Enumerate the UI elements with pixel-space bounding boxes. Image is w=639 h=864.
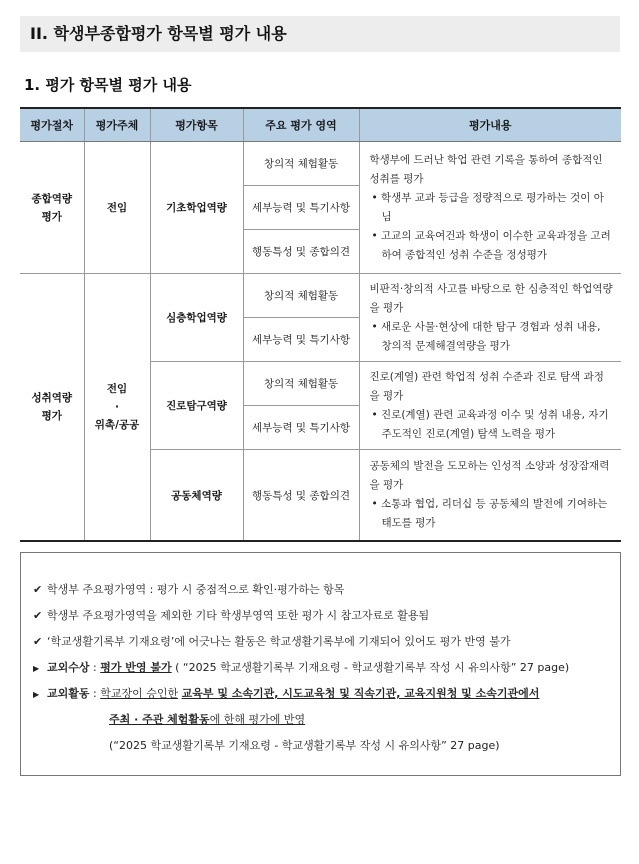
activity-note-cont [109,711,305,727]
header-content: 평가내용 [359,108,621,142]
step-text: 평가 [41,210,62,223]
note-text: 학생부 주요평가영역 : 평가 시 중점적으로 확인·평가하는 항목 [47,583,345,596]
step-text: 종합역량 [31,192,73,205]
award-label: 교외수상 [47,661,90,674]
content-text: 학생부에 드러난 학업 관련 기록을 통하여 종합적인 성취를 평가 [369,153,603,185]
bullet-item: • 새로운 사물·현상에 대한 탐구 경험과 성취 내용, 창의적 문제해결역량을 평가 [371,320,601,352]
step-text: 성취역량 [31,392,73,404]
step-cell [20,142,84,274]
triangle-bullet-icon: ▶ [33,664,40,673]
header-subject: 평가주체 [84,108,150,142]
content-text: 진로(계열) 관련 학업적 성취 수준과 진로 탐색 과정을 평가 [369,370,604,402]
subject-text: 위촉/공공 [94,419,140,431]
area-cell: 창의적 체험활동 [243,142,359,186]
notes-box [20,552,621,776]
note-item [33,581,344,597]
header-item: 평가항목 [150,108,243,142]
activity-text: 에 한해 평가에 반영 [209,713,306,726]
item-cell: 기초학업역량 [150,142,243,274]
activity-text: 학교장이 승인한 [100,687,179,700]
checkmark-icon: ✔ [33,635,43,648]
section-title: II. 학생부종합평가 항목별 평가 내용 [20,16,620,52]
area-cell: 행동특성 및 종합의견 [243,230,359,274]
content-cell [359,274,621,362]
header-area: 주요 평가 영역 [243,108,359,142]
content-cell [359,142,621,274]
evaluation-table [20,107,621,542]
note-item [33,633,511,649]
award-note: ▶ 교외수상 : 평가 반영 불가 ( “2025 학교생활기록부 기재요령 - 학교생활기록부 작성 시 유의사항” 27 page) [33,661,570,674]
bullet-item: • 진로(계열) 관련 교육과정 이수 및 성취 내용, 자기주도적인 진로(계열) 탐색 노력을 평가 [371,408,609,440]
subject-text: 전임 [106,383,128,395]
subject-cell [84,274,150,542]
activity-text: 주최 · 주관 체험활동 [109,713,210,726]
bullet-item: • 소통과 협업, 리더십 등 공동체의 발전에 기여하는 태도를 평가 [371,498,608,529]
bullet-item: • 고교의 교육여건과 학생이 이수한 교육과정을 고려하여 종합적인 성취 수준을 정성평가 [371,229,611,261]
award-ref: ( “2025 학교생활기록부 기재요령 - 학교생활기록부 작성 시 유의사항” 27 page) [175,661,570,674]
content-text: 비판적·창의적 사고를 바탕으로 한 심층적인 학업역량을 평가 [369,282,613,314]
step-cell [20,274,84,542]
bullet-item: • 학생부 교과 등급을 정량적으로 평가하는 것이 아님 [371,191,604,223]
activity-label: 교외활동 [47,687,90,700]
checkmark-icon: ✔ [33,609,43,622]
subject-cell: 전임 [84,142,150,274]
area-cell: 창의적 체험활동 [243,274,359,318]
item-cell: 심층학업역량 [150,274,243,362]
step-text: 평가 [41,410,62,422]
table-row [20,142,621,186]
area-cell: 세부능력 및 특기사항 [243,318,359,362]
area-cell: 창의적 체험활동 [243,362,359,406]
sub-title: 1. 평가 항목별 평가 내용 [24,76,192,94]
award-value: 평가 반영 불가 [100,661,172,674]
triangle-bullet-icon: ▶ [33,690,40,699]
checkmark-icon: ✔ [33,583,43,596]
content-text: 공동체의 발전을 도모하는 인성적 소양과 성장잠재력을 평가 [369,460,610,491]
item-cell: 공동체역량 [150,450,243,542]
activity-ref: (“2025 학교생활기록부 기재요령 - 학교생활기록부 작성 시 유의사항” 27 page) [109,739,500,752]
content-cell [359,362,621,450]
area-cell: 세부능력 및 특기사항 [243,186,359,230]
item-cell: 진로탐구역량 [150,362,243,450]
activity-note: ▶ 교외활동 : 학교장이 승인한 교육부 및 소속기관, 시도교육청 및 직속기관, 교육지원청 및 소속기관에서 [33,687,540,700]
area-cell: 세부능력 및 특기사항 [243,406,359,450]
table-row [20,274,621,318]
note-item [33,607,429,623]
note-text: ‘학교생활기록부 기재요령’에 어긋나는 활동은 학교생활기록부에 기재되어 있어도 평가 반영 불가 [47,635,511,648]
subject-text: · [115,401,119,413]
header-step: 평가절차 [20,108,84,142]
note-text: 학생부 주요평가영역을 제외한 기타 학생부영역 또한 평가 시 참고자료로 활용됨 [47,609,430,622]
content-cell [359,450,621,542]
area-cell: 행동특성 및 종합의견 [243,450,359,542]
table-header-row [20,108,621,142]
activity-text: 교육부 및 소속기관, 시도교육청 및 직속기관, 교육지원청 및 소속기관에서 [181,687,540,700]
